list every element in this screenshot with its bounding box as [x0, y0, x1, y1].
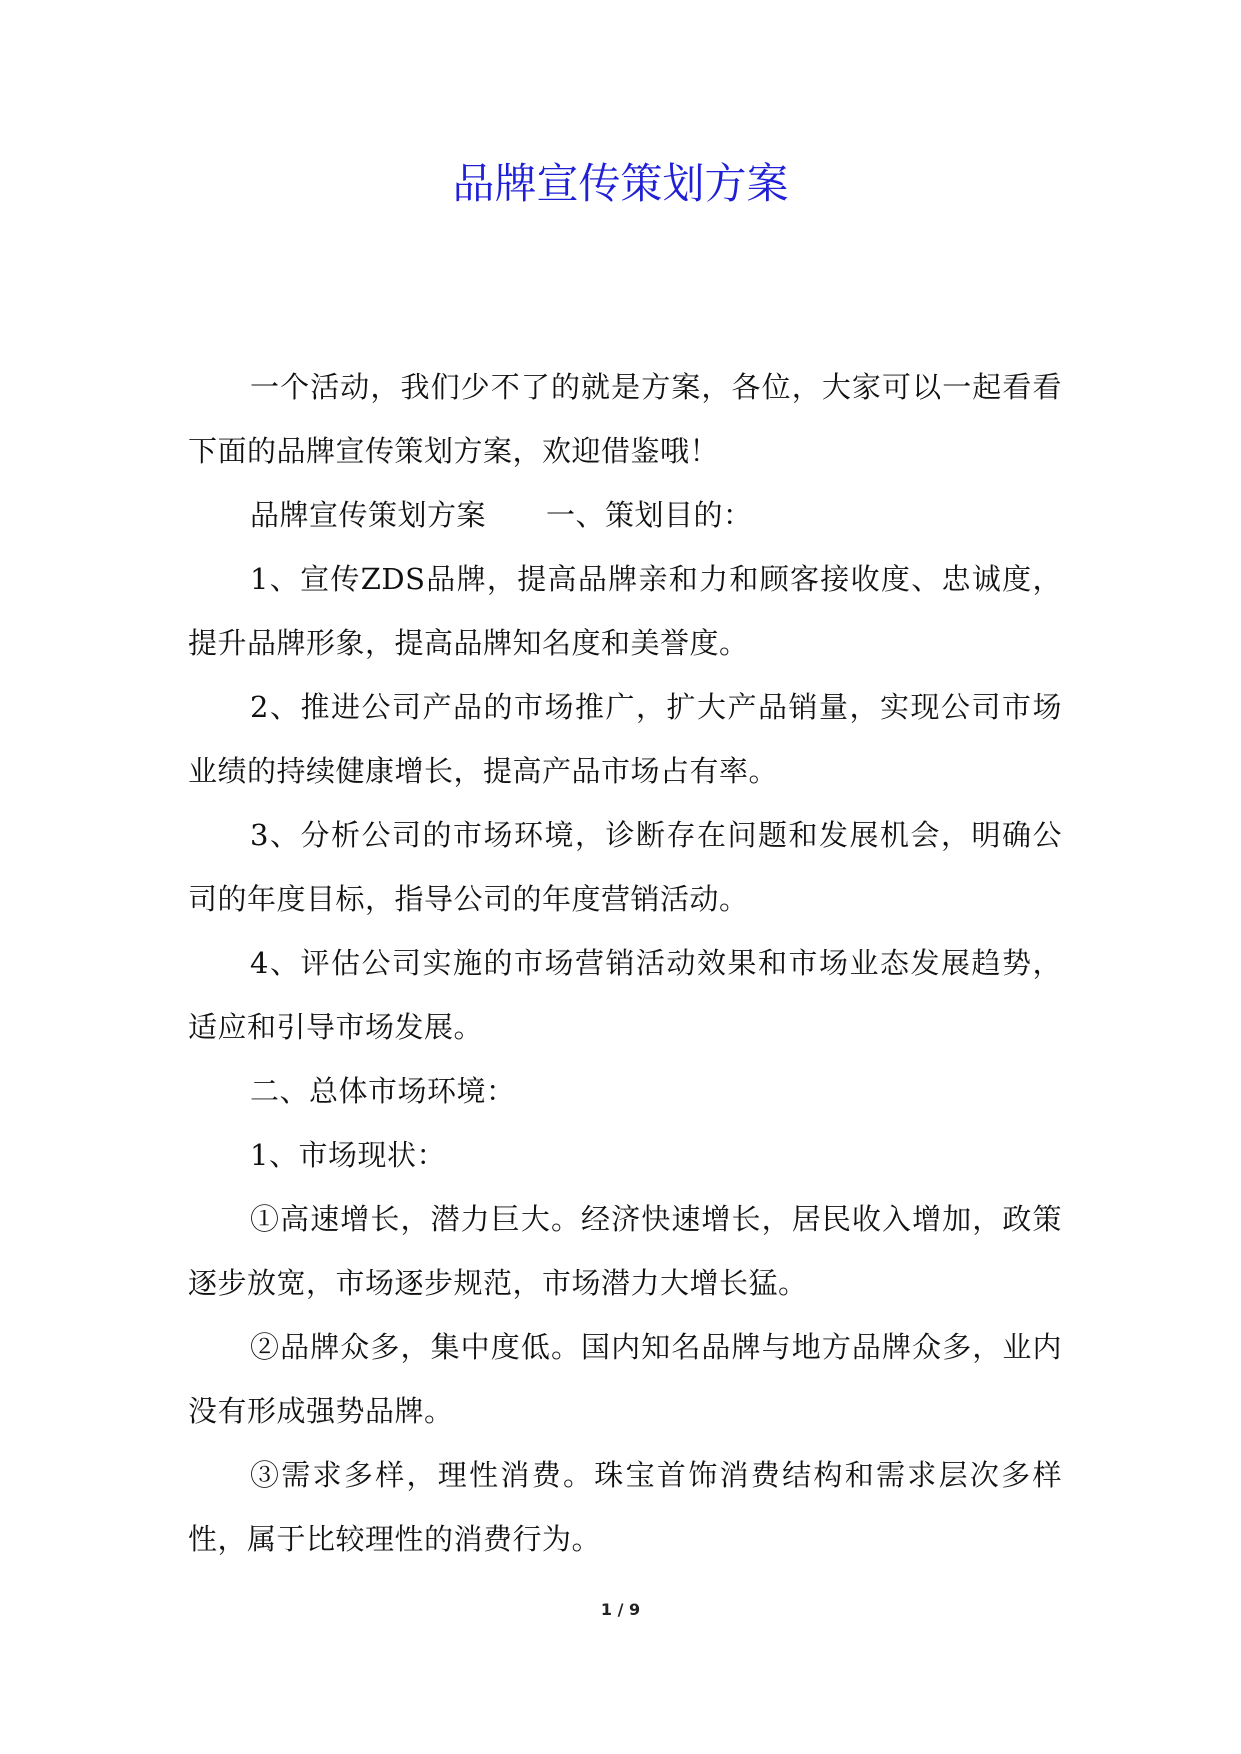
- paragraph-goal-1: 1、宣传ZDS品牌，提高品牌亲和力和顾客接收度、忠诚度，提升品牌形象，提高品牌知名度和美誉度。: [188, 562, 1062, 660]
- paragraph-point-3: ③需求多样，理性消费。珠宝首饰消费结构和需求层次多样性，属于比较理性的消费行为。: [188, 1458, 1062, 1556]
- paragraph-section-heading: [188, 483, 1062, 547]
- paragraph-section-two: 二、总体市场环境：: [250, 1074, 516, 1108]
- paragraph-market-status: 1、市场现状：: [250, 1138, 446, 1172]
- paragraph-goal-4: 4、评估公司实施的市场营销活动效果和市场业态发展趋势，适应和引导市场发展。: [188, 946, 1062, 1044]
- page-title: 品牌宣传策划方案: [452, 159, 789, 208]
- paragraph-point-1: ①高速增长，潜力巨大。经济快速增长，居民收入增加，政策逐步放宽，市场逐步规范，市场潜力大增长猛。: [188, 1202, 1062, 1300]
- page-number: 1 / 9: [600, 1600, 641, 1619]
- paragraph-goal-3: 3、分析公司的市场环境，诊断存在问题和发展机会，明确公司的年度目标，指导公司的年度营销活动。: [188, 818, 1062, 916]
- heading-title-text: 品牌宣传策划方案: [250, 498, 487, 532]
- heading-section-one: 一、策划目的：: [546, 498, 753, 532]
- paragraph-point-2: ②品牌众多，集中度低。国内知名品牌与地方品牌众多，业内没有形成强势品牌。: [188, 1330, 1062, 1428]
- paragraph-goal-2: 2、推进公司产品的市场推广，扩大产品销量，实现公司市场业绩的持续健康增长，提高产品市场占有率。: [188, 690, 1062, 788]
- paragraph-intro: 一个活动，我们少不了的就是方案，各位，大家可以一起看看下面的品牌宣传策划方案，欢迎借鉴哦！: [188, 370, 1062, 468]
- document-body: [188, 355, 1062, 1571]
